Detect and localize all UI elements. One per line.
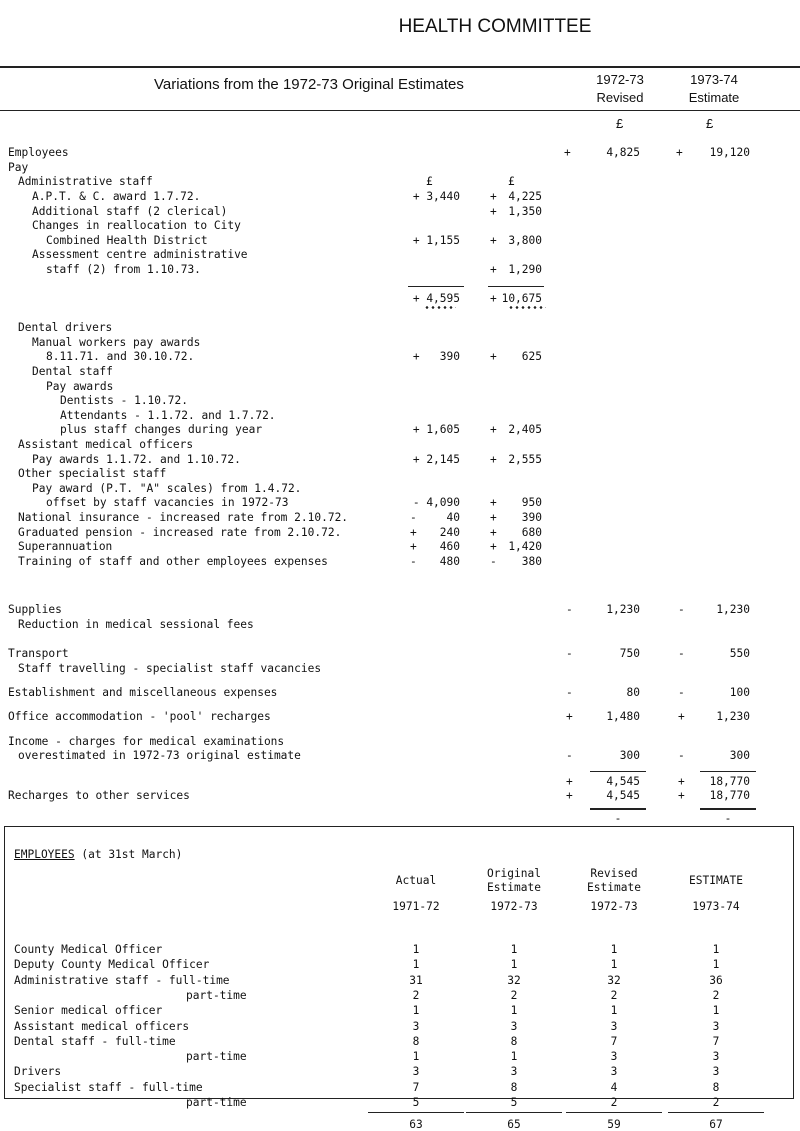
- employees-row-label: County Medical Officer: [14, 943, 163, 956]
- employees-row-label: Senior medical officer: [14, 1004, 163, 1018]
- employees-row-value: 31: [409, 973, 423, 987]
- employees-header-4-l1: ESTIMATE: [689, 874, 743, 887]
- super-sb: +: [490, 540, 497, 553]
- employees-row-label: Drivers: [14, 1065, 62, 1079]
- employees-row-value: 1: [610, 1004, 618, 1018]
- office-rev: 1,480: [606, 710, 640, 723]
- training-sa: -: [410, 555, 417, 568]
- supplies-rev: 1,230: [606, 603, 640, 616]
- grad-sa: +: [410, 526, 417, 539]
- apt-b: 4,225: [508, 190, 542, 203]
- employees-row-value: 8: [412, 1034, 420, 1048]
- employees-row-value: 2: [412, 988, 420, 1002]
- net-rev: 4,545: [606, 775, 640, 788]
- establishment-label: Establishment and miscellaneous expenses: [8, 686, 278, 699]
- employees-est: 19,120: [709, 146, 750, 159]
- employees-row-value: 1: [712, 1004, 720, 1018]
- col-revised-label: Revised: [596, 90, 644, 105]
- plus-staff-b: 2,405: [508, 423, 542, 436]
- employees-row-label: Dental staff - full-time: [14, 1034, 176, 1048]
- recharges-sign-est: +: [678, 789, 685, 802]
- transport-label: Transport: [8, 647, 69, 660]
- income-sign-est: -: [678, 749, 685, 762]
- employees-row-value: 5: [412, 1096, 420, 1109]
- establishment-sign-est: -: [678, 686, 685, 699]
- establishment-est: 100: [729, 686, 750, 699]
- employees-sign-est: +: [676, 146, 683, 159]
- employees-row-value: 2: [610, 988, 618, 1002]
- dentists-label: Dentists - 1.10.72.: [60, 394, 188, 407]
- employees-row-value: 7: [412, 1080, 420, 1094]
- combined-sb: +: [490, 234, 497, 247]
- employees-header-2-l1: Original: [487, 867, 541, 880]
- transport-sign-est: -: [678, 647, 685, 660]
- grad-sb: +: [490, 526, 497, 539]
- income-rev: 300: [619, 749, 640, 762]
- transport-est: 550: [729, 647, 750, 660]
- net-sign-est: +: [678, 775, 685, 788]
- recharges-sign-rev: +: [566, 789, 573, 802]
- supplies-label: Supplies: [8, 603, 62, 616]
- employees-total-rule: [566, 1112, 662, 1113]
- employees-row-label: Specialist staff - full-time: [14, 1080, 203, 1094]
- grad-a: 240: [439, 526, 460, 539]
- employees-row-value: 1: [412, 1050, 420, 1064]
- employees-row-value: 1: [610, 943, 618, 956]
- employees-row-value: 1: [510, 958, 518, 972]
- employees-row-label: Assistant medical officers: [14, 1019, 190, 1033]
- employees-row-value: 8: [510, 1034, 518, 1048]
- establishment-rev: 80: [626, 686, 640, 699]
- employees-row-value: 3: [510, 1065, 518, 1079]
- income-label: Income - charges for medical examinations: [8, 735, 285, 748]
- employees-row-value: 2: [610, 1096, 618, 1109]
- pay-award-pt-label: Pay award (P.T. "A" scales) from 1.4.72.: [32, 482, 302, 495]
- office-sign-est: +: [678, 710, 685, 723]
- employees-row-label: part-time: [186, 1096, 247, 1109]
- subtotal-rule-b: [488, 286, 544, 287]
- employees-row-value: 2: [712, 988, 720, 1002]
- office-est: 1,230: [716, 710, 750, 723]
- training-b: 380: [521, 555, 542, 568]
- additional-label: Additional staff (2 clerical): [32, 205, 228, 218]
- net-rule-est: [700, 771, 756, 772]
- employees-row-value: 3: [610, 1050, 618, 1064]
- employees-row-value: 3: [712, 1050, 720, 1064]
- employees-row-value: 8: [712, 1080, 720, 1094]
- admin-total-a: + 4,595: [412, 292, 460, 305]
- additional-b: 1,350: [508, 205, 542, 218]
- offset-label: offset by staff vacancies in 1972-73: [46, 496, 289, 509]
- employees-row-value: 3: [412, 1019, 420, 1033]
- amo-pay-sb: +: [490, 453, 497, 466]
- header-rule-top: [0, 66, 800, 68]
- subtotal-rule-a: [408, 286, 464, 287]
- combined-a: + 1,155: [412, 234, 460, 247]
- dental-drivers-label: Dental drivers: [18, 321, 113, 334]
- supplies-est: 1,230: [716, 603, 750, 616]
- grad-label: Graduated pension - increased rate from 2.10.72.: [18, 526, 342, 539]
- employees-header-3-l1: Revised: [590, 867, 638, 880]
- final-rule-est: [700, 808, 756, 810]
- amo-label: Assistant medical officers: [18, 438, 194, 451]
- transport-rev: 750: [619, 647, 640, 660]
- employees-table-title-main: EMPLOYEES: [14, 848, 75, 861]
- pay-awards-label: Pay awards: [46, 380, 114, 393]
- offset-sb: +: [490, 496, 497, 509]
- employees-total-value: 63: [409, 1118, 423, 1131]
- employees-total-value: 59: [607, 1118, 621, 1131]
- super-label: Superannuation: [18, 540, 113, 553]
- employees-total-rule: [368, 1112, 464, 1113]
- assessment-b: 1,290: [508, 263, 542, 276]
- changes-label: Changes in reallocation to City: [32, 219, 241, 232]
- super-b: 1,420: [508, 540, 542, 553]
- employees-row-value: 32: [607, 973, 621, 987]
- subtotal-dots-b: [508, 306, 546, 309]
- final-rule-rev: [590, 808, 646, 810]
- employees-sign-rev: +: [564, 146, 571, 159]
- subtotal-dots-a: [424, 306, 456, 309]
- employees-row-value: 3: [510, 1019, 518, 1033]
- admin-total-sb: +: [490, 292, 497, 305]
- transport-note: Staff travelling - specialist staff vacancies: [18, 662, 322, 675]
- net-rule-rev: [590, 771, 646, 772]
- recharges-rev: 4,545: [606, 789, 640, 802]
- sub-currency-b: £: [508, 175, 515, 188]
- amo-pay-a: + 2,145: [412, 453, 460, 466]
- nil-rev: -: [614, 812, 622, 825]
- employees-row-value: 3: [712, 1065, 720, 1079]
- employees-row-value: 1: [712, 958, 720, 972]
- manual-sb: +: [490, 350, 497, 363]
- employees-row-value: 1: [412, 1004, 420, 1018]
- income-sign-rev: -: [566, 749, 573, 762]
- employees-total-value: 65: [507, 1118, 521, 1131]
- employees-header-1-year: 1971-72: [392, 900, 440, 913]
- grad-b: 680: [521, 526, 542, 539]
- manual-b: 625: [521, 350, 542, 363]
- super-sa: +: [410, 540, 417, 553]
- other-spec-label: Other specialist staff: [18, 467, 167, 480]
- employees-header-4-year: 1973-74: [692, 900, 740, 913]
- currency-revised: £: [616, 116, 624, 131]
- employees-row-value: 2: [712, 1096, 720, 1109]
- ni-a: 40: [446, 511, 460, 524]
- employees-row-value: 1: [510, 943, 518, 956]
- assessment-staff-label: staff (2) from 1.10.73.: [46, 263, 201, 276]
- employees-header-1-l1: Actual: [395, 874, 437, 887]
- employees-row-label: Deputy County Medical Officer: [14, 958, 210, 972]
- employees-row-value: 2: [510, 988, 518, 1002]
- employees-rev: 4,825: [606, 146, 640, 159]
- header-rule-bottom: [0, 110, 800, 111]
- manual-label: Manual workers pay awards: [32, 336, 201, 349]
- ni-sb: +: [490, 511, 497, 524]
- employees-total-value: 67: [709, 1118, 723, 1131]
- employees-row-value: 5: [510, 1096, 518, 1109]
- transport-sign-rev: -: [566, 647, 573, 660]
- apt-a: + 3,440: [412, 190, 460, 203]
- manual-dates-label: 8.11.71. and 30.10.72.: [46, 350, 195, 363]
- establishment-sign-rev: -: [566, 686, 573, 699]
- employees-row-value: 7: [610, 1034, 618, 1048]
- office-sign-rev: +: [566, 710, 573, 723]
- additional-sb: +: [490, 205, 497, 218]
- attendants-label: Attendants - 1.1.72. and 1.7.72.: [60, 409, 276, 422]
- page-title: HEALTH COMMITTEE: [398, 16, 592, 37]
- assessment-sb: +: [490, 263, 497, 276]
- employees-row-value: 1: [412, 943, 420, 956]
- amo-pay-b: 2,555: [508, 453, 542, 466]
- supplies-note: Reduction in medical sessional fees: [18, 618, 254, 631]
- ni-label: National insurance - increased rate from 2.10.72.: [18, 511, 349, 524]
- income-est: 300: [729, 749, 750, 762]
- currency-estimate: £: [706, 116, 714, 131]
- income-overestimated-label: overestimated in 1972-73 original estimate: [18, 749, 301, 762]
- offset-b: 950: [521, 496, 542, 509]
- employees-header-3-year: 1972-73: [590, 900, 638, 913]
- recharges-est: 18,770: [709, 789, 750, 802]
- dental-staff-label: Dental staff: [32, 365, 113, 378]
- apt-label: A.P.T. & C. award 1.7.72.: [32, 190, 201, 203]
- training-a: 480: [439, 555, 460, 568]
- supplies-sign-rev: -: [566, 603, 573, 616]
- subtitle: Variations from the 1972-73 Original Estimates: [154, 76, 464, 93]
- apt-sb: +: [490, 190, 497, 203]
- plus-staff-sb: +: [490, 423, 497, 436]
- training-sb: -: [490, 555, 497, 568]
- employees-header-2-l2: Estimate: [487, 881, 541, 894]
- admin-staff-label: Administrative staff: [18, 175, 153, 188]
- plus-staff-a: + 1,605: [412, 423, 460, 436]
- training-label: Training of staff and other employees expenses: [18, 555, 328, 568]
- employees-row-value: 36: [709, 973, 723, 987]
- employees-row-value: 32: [507, 973, 521, 987]
- combined-label: Combined Health District: [46, 234, 208, 247]
- employees-row-value: 3: [412, 1065, 420, 1079]
- employees-row-value: 7: [712, 1034, 720, 1048]
- plus-staff-label: plus staff changes during year: [60, 423, 263, 436]
- employees-row-value: 1: [610, 958, 618, 972]
- employees-row-label: part-time: [186, 1050, 247, 1064]
- employees-header-3-l2: Estimate: [587, 881, 641, 894]
- combined-b: 3,800: [508, 234, 542, 247]
- employees-total-rule: [668, 1112, 764, 1113]
- employees-row-value: 1: [510, 1004, 518, 1018]
- ni-b: 390: [521, 511, 542, 524]
- employees-row-value: 3: [712, 1019, 720, 1033]
- employees-row-label: part-time: [186, 988, 247, 1002]
- admin-total-b: 10,675: [501, 292, 542, 305]
- manual-a: + 390: [412, 350, 460, 363]
- employees-label: Employees: [8, 146, 69, 159]
- sub-currency-a: £: [426, 175, 433, 188]
- nil-est: -: [724, 812, 732, 825]
- amo-pay-label: Pay awards 1.1.72. and 1.10.72.: [32, 453, 241, 466]
- employees-row-value: 4: [610, 1080, 618, 1094]
- employees-header-2-year: 1972-73: [490, 900, 538, 913]
- supplies-sign-est: -: [678, 603, 685, 616]
- net-sign-rev: +: [566, 775, 573, 788]
- employees-row-value: 3: [610, 1065, 618, 1079]
- employees-row-label: Administrative staff - full-time: [14, 973, 230, 987]
- assessment-label: Assessment centre administrative: [32, 248, 248, 261]
- pay-label: Pay: [8, 161, 29, 174]
- employees-table-title: [14, 848, 182, 861]
- recharges-label: Recharges to other services: [8, 789, 190, 802]
- office-label: Office accommodation - 'pool' recharges: [8, 710, 271, 723]
- employees-table-title-suffix: (at 31st March): [81, 848, 183, 861]
- col-estimate-label: Estimate: [688, 90, 740, 105]
- col-estimate-year: 1973-74: [690, 72, 738, 87]
- ni-sa: -: [410, 511, 417, 524]
- net-est: 18,770: [709, 775, 750, 788]
- employees-row-value: 1: [412, 958, 420, 972]
- employees-row-value: 3: [610, 1019, 618, 1033]
- super-a: 460: [439, 540, 460, 553]
- employees-row-value: 8: [510, 1080, 518, 1094]
- employees-row-value: 1: [510, 1050, 518, 1064]
- employees-total-rule: [466, 1112, 562, 1113]
- col-revised-year: 1972-73: [596, 72, 644, 87]
- offset-a: - 4,090: [412, 496, 460, 509]
- employees-row-value: 1: [712, 943, 720, 956]
